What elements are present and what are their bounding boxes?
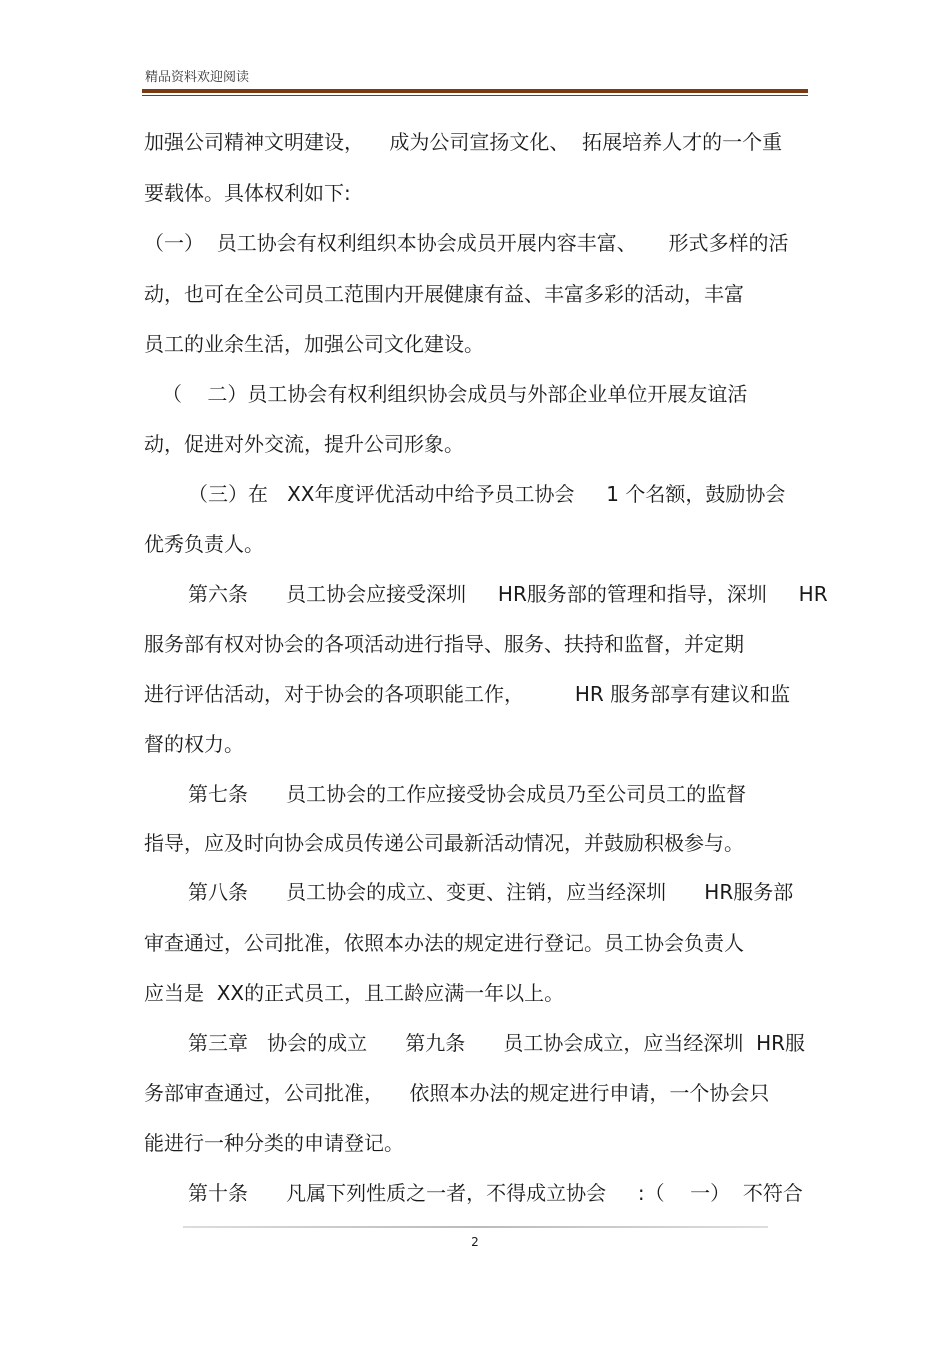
text-line: （一） 员工协会有权利组织本协会成员开展内容丰富、 形式多样的活: [144, 231, 789, 255]
text-line: 进行评估活动，对于协会的各项职能工作， HR 服务部享有建议和监: [144, 682, 791, 706]
text-line: （ 二）员工协会有权利组织协会成员与外部企业单位开展友谊活: [162, 382, 748, 406]
text-line: 能进行一种分类的申请登记。: [144, 1131, 404, 1155]
text-line: 审查通过，公司批准，依照本办法的规定进行登记。员工协会负责人: [144, 931, 744, 955]
header-text: 精品资料欢迎阅读: [145, 70, 250, 85]
text-line: 督的权力。: [144, 732, 244, 756]
text-line: 优秀负责人。: [144, 532, 264, 556]
text-line: 应当是 XX的正式员工，且工龄应满一年以上。: [144, 981, 565, 1005]
text-line: 员工的业余生活，加强公司文化建设。: [144, 332, 484, 356]
text-line: 加强公司精神文明建设， 成为公司宣扬文化、 拓展培养人才的一个重: [144, 130, 783, 154]
text-line: 第八条 员工协会的成立、变更、注销，应当经深圳 HR服务部: [188, 880, 794, 904]
text-line: 服务部有权对协会的各项活动进行指导、服务、扶持和监督，并定期: [144, 632, 744, 656]
header-rule-thin: [142, 95, 808, 96]
text-line: 第十条 凡属下列性质之一者，不得成立协会 :（ 一） 不符合: [188, 1181, 803, 1205]
text-line: 动，也可在全公司员工范围内开展健康有益、丰富多彩的活动，丰富: [144, 282, 744, 306]
text-line: 第三章 协会的成立 第九条 员工协会成立，应当经深圳 HR服: [188, 1031, 806, 1055]
text-line: 指导，应及时向协会成员传递公司最新活动情况，并鼓励积极参与。: [144, 831, 744, 855]
text-line: 第六条 员工协会应接受深圳 HR服务部的管理和指导，深圳 HR: [188, 582, 828, 606]
header-rule-thick: [142, 89, 808, 93]
footer-rule: [183, 1226, 768, 1228]
page-number: 2: [471, 1235, 479, 1249]
text-line: 务部审查通过，公司批准， 依照本办法的规定进行申请，一个协会只: [144, 1081, 770, 1105]
text-line: 第七条 员工协会的工作应接受协会成员乃至公司员工的监督: [188, 782, 747, 806]
text-line: 要载体。具体权利如下:: [144, 181, 351, 205]
text-line: 动，促进对外交流，提升公司形象。: [144, 432, 464, 456]
text-line: （三）在 XX年度评优活动中给予员工协会 1 个名额，鼓励协会: [188, 482, 786, 506]
